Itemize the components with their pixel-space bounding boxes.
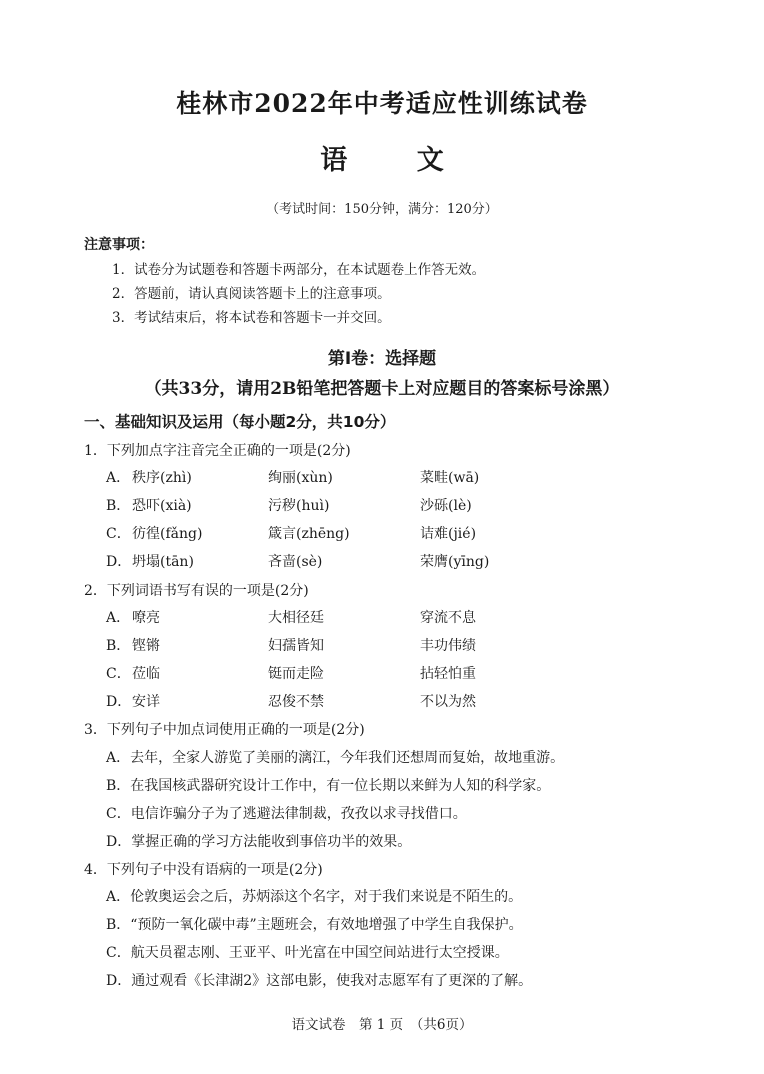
option-word: 绚丽(xùn) <box>268 470 333 486</box>
notice-item: 1．试卷分为试题卷和答题卡两部分，在本试题卷上作答无效。 <box>112 262 486 278</box>
option-word: 吝啬(sè) <box>268 554 323 570</box>
option-word: 莅临 <box>132 666 160 682</box>
part-instruction: （共33分，请用2B铅笔把答题卡上对应题目的答案标号涂黑） <box>144 379 620 399</box>
option-row <box>106 495 666 517</box>
option-letter: D． <box>106 694 132 710</box>
question-stem: 3．下列句子中加点词使用正确的一项是(2分) <box>84 722 365 738</box>
option-letter: C． <box>106 526 131 542</box>
option-sentence: C．航天员翟志刚、王亚平、叶光富在中国空间站进行太空授课。 <box>106 945 509 961</box>
option-letter: A． <box>106 470 131 486</box>
option-row <box>106 467 666 489</box>
option-word: 菜畦(wā) <box>420 470 480 486</box>
option-word: 沙砾(lè) <box>420 498 472 514</box>
option-word: 污秽(huì) <box>268 498 330 514</box>
notice-item: 3．考试结束后，将本试卷和答题卡一并交回。 <box>112 310 391 326</box>
option-word: 拈轻怕重 <box>420 666 476 682</box>
option-word: 铿锵 <box>132 638 160 654</box>
option-word: 大相径廷 <box>268 610 324 626</box>
option-word: 箴言(zhēng) <box>268 526 350 542</box>
option-sentence: D．掌握正确的学习方法能收到事倍功半的效果。 <box>106 834 412 850</box>
question-stem: 4．下列句子中没有语病的一项是(2分) <box>84 862 323 878</box>
section-title: 一、基础知识及运用（每小题2分，共10分） <box>84 413 396 431</box>
question-stem: 2．下列词语书写有误的一项是(2分) <box>84 583 309 599</box>
option-row <box>106 523 666 545</box>
option-row <box>106 607 666 629</box>
option-sentence: B．“预防一氧化碳中毒”主题班会，有效地增强了中学生自我保护。 <box>106 917 523 933</box>
option-row <box>106 551 666 573</box>
option-word: 铤而走险 <box>268 666 324 682</box>
option-word: 秩序(zhì) <box>132 470 192 486</box>
option-word: 嘹亮 <box>132 610 160 626</box>
option-word: 丰功伟绩 <box>420 638 476 654</box>
option-sentence: B．在我国核武器研究设计工作中，有一位长期以来鲜为人知的科学家。 <box>106 778 551 794</box>
notice-item: 2．答题前，请认真阅读答题卡上的注意事项。 <box>112 286 391 302</box>
option-sentence: C．电信诈骗分子为了逃避法律制裁，孜孜以求寻找借口。 <box>106 806 467 822</box>
option-word: 安详 <box>132 694 160 710</box>
part-title: 第Ⅰ卷：选择题 <box>327 349 437 369</box>
option-letter: D． <box>106 554 132 570</box>
notice-title: 注意事项： <box>84 237 154 253</box>
exam-info: （考试时间：150分钟，满分：120分） <box>266 202 498 217</box>
option-word: 妇孺皆知 <box>268 638 324 654</box>
exam-title: 桂林市2022年中考适应性训练试卷 <box>176 89 588 118</box>
option-word: 荣膺(yīng) <box>420 554 490 570</box>
option-word: 诘难(jié) <box>420 526 477 542</box>
page-footer: 语文试卷 第 1 页 （共6页） <box>291 1017 473 1033</box>
option-word: 彷徨(fǎng) <box>132 526 203 542</box>
option-sentence: D．通过观看《长津湖2》这部电影，使我对志愿军有了更深的了解。 <box>106 973 533 989</box>
question-stem: 1．下列加点字注音完全正确的一项是(2分) <box>84 443 351 459</box>
option-letter: B． <box>106 498 131 514</box>
option-word: 恐吓(xià) <box>132 498 192 514</box>
option-word: 穿流不息 <box>420 610 476 626</box>
option-letter: A． <box>106 610 131 626</box>
option-row <box>106 691 666 713</box>
option-word: 忍俊不禁 <box>268 694 324 710</box>
option-word: 不以为然 <box>420 694 476 710</box>
option-row <box>106 663 666 685</box>
option-letter: C． <box>106 666 131 682</box>
option-word: 坍塌(tān) <box>132 554 194 570</box>
option-row <box>106 635 666 657</box>
option-sentence: A．伦敦奥运会之后，苏炳添这个名字，对于我们来说是不陌生的。 <box>106 889 523 905</box>
option-sentence: A．去年，全家人游览了美丽的漓江，今年我们还想周而复始，故地重游。 <box>106 750 565 766</box>
option-letter: B． <box>106 638 131 654</box>
subject-heading: 语 文 <box>320 145 474 176</box>
